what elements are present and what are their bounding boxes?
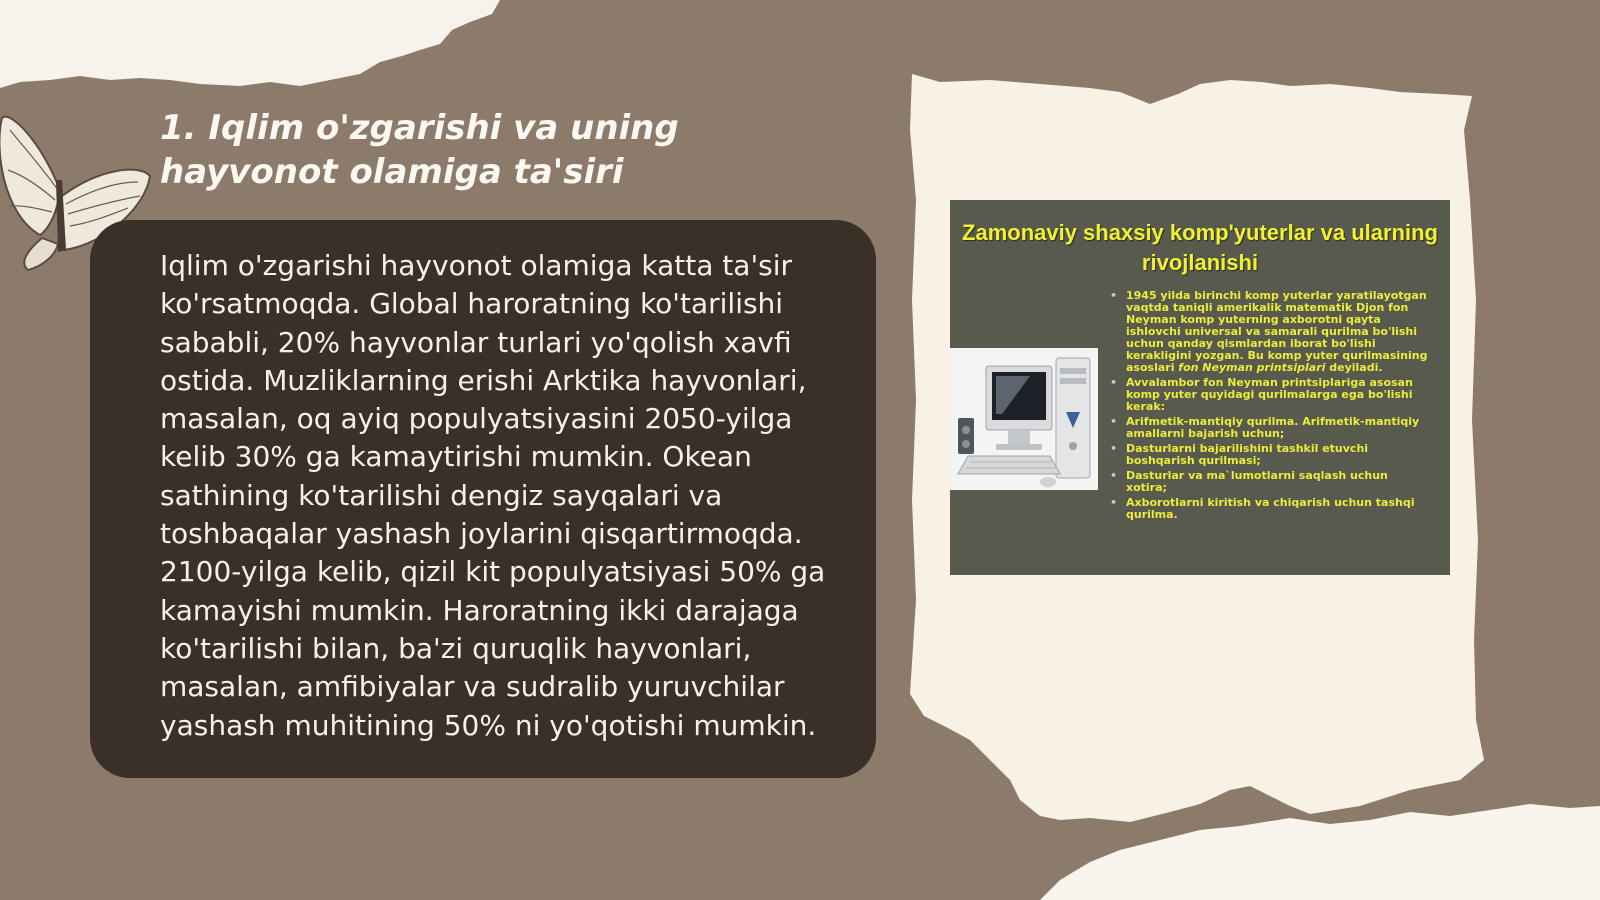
list-item: • Dasturlar va ma`lumotlarni saqlash uchun xotira; <box>1110 469 1388 494</box>
slide-body-text: Iqlim o'zgarishi hayvonot olamiga katta ta'sir ko'rsatmoqda. Global haroratning ko'tarilishi sababli, 20% hayvonlar turlari yo'qolish xavfi ostida. Muzliklarning erishi Arktika hayvonlari, masalan, oq ayiq populyatsiyasini 2050-yilga kelib 30% ga kamaytirishi mumkin. Okean sathining ko'tarilishi dengiz sayqalari va toshbaqalar yashash joylarini qisqartirmoqda. 2100-yilga kelib, qizil kit populyatsiyasi 50% ga kamayishi mumkin. Haroratning ikki darajaga ko'tarilishi bilan, ba'zi quruqlik hayvonlari, masalan, amfibiyalar va sudralib yuruvchilar yashash muhitining 50% ni yo'qotishi mumkin. <box>160 249 826 742</box>
torn-paper-top-left <box>0 0 500 88</box>
embedded-slide-bullets <box>1110 290 1430 524</box>
embedded-slide-title: Zamonaviy shaxsiy komp'yuterlar va ularning rivojlanishi <box>962 220 1438 275</box>
list-item: • Arifmetik-mantiqiy qurilma. Arifmetik-mantiqiy amallarni bajarish uchun; <box>1110 415 1420 440</box>
bullet-dot: • <box>1110 289 1118 302</box>
desktop-computer-icon <box>950 348 1098 490</box>
bullet-dot: • <box>1110 415 1118 428</box>
bullet-dot: • <box>1110 469 1118 482</box>
bullet-dot: • <box>1110 376 1118 389</box>
bullet-dot: • <box>1110 442 1118 455</box>
list-item: • Avvalambor fon Neyman printsiplariga asosan komp yuter quyidagi qurilmalarga ega bo'lishi kerak: <box>1110 376 1413 413</box>
list-item: • Axborotlarni kiritish va chiqarish uchun tashqi qurilma. <box>1110 496 1415 521</box>
slide-title: 1. Iqlim o'zgarishi va uning hayvonot olamiga ta'siri <box>160 108 679 192</box>
embedded-slide-image <box>950 200 1450 575</box>
list-item: • 1945 yilda birinchi komp yuterlar yaratilayotgan vaqtda taniqli amerikalik matematik Djon fon Neyman komp yuterning axborotni qayta ishlovchi universal va samarali qurilma bo'lishi uchun qanday qismlardan iborat bo'lishi kerakligini yozgan. Bu komp yuter qurilmasining asoslari fon Neyman printsiplari deyiladi. <box>1110 289 1428 374</box>
list-item: • Dasturlarni bajarilishini tashkil etuvchi boshqarish qurilmasi; <box>1110 442 1369 467</box>
bullet-dot: • <box>1110 496 1118 509</box>
